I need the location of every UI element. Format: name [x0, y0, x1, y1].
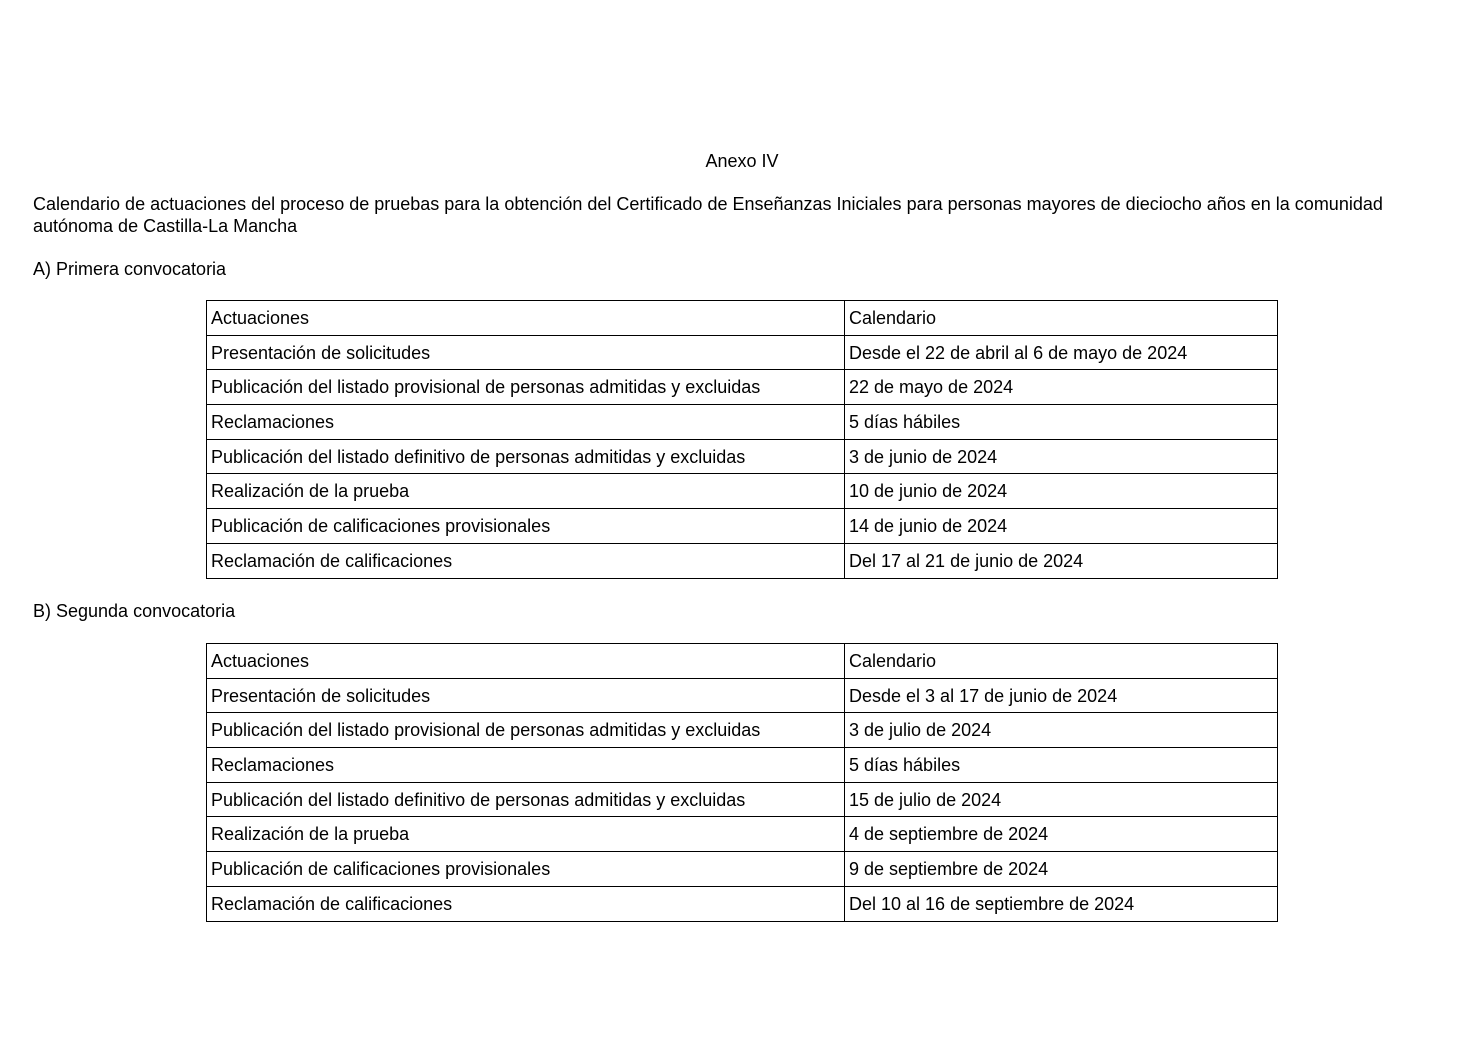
calendar-table-first-call: [206, 300, 1278, 579]
row-actuacion: Publicación del listado provisional de personas admitidas y excluidas: [207, 370, 845, 405]
row-actuacion: Publicación de calificaciones provisionales: [207, 852, 845, 887]
table-row: [207, 748, 1278, 783]
table-row: [207, 543, 1278, 578]
table-row: [207, 782, 1278, 817]
table-row: [207, 370, 1278, 405]
table-row: [207, 509, 1278, 544]
row-calendario: 5 días hábiles: [845, 405, 1278, 440]
row-calendario: 15 de julio de 2024: [845, 782, 1278, 817]
header-calendario: Calendario: [845, 301, 1278, 336]
row-actuacion: Reclamaciones: [207, 405, 845, 440]
section-a-label: A) Primera convocatoria: [33, 259, 227, 279]
row-actuacion: Reclamación de calificaciones: [207, 543, 845, 578]
row-actuacion: Realización de la prueba: [207, 474, 845, 509]
row-calendario: Del 17 al 21 de junio de 2024: [845, 543, 1278, 578]
header-actuaciones: Actuaciones: [207, 301, 845, 336]
row-actuacion: Publicación de calificaciones provisionales: [207, 509, 845, 544]
row-actuacion: Publicación del listado definitivo de personas admitidas y excluidas: [207, 439, 845, 474]
row-actuacion: Reclamaciones: [207, 748, 845, 783]
row-calendario: 4 de septiembre de 2024: [845, 817, 1278, 852]
table-row: [207, 439, 1278, 474]
header-actuaciones: Actuaciones: [207, 644, 845, 679]
intro-paragraph: Calendario de actuaciones del proceso de pruebas para la obtención del Certificado de Enseñanzas Iniciales para personas mayores de dieciocho años en la comunidad autónoma de Castilla-La Mancha: [33, 194, 1383, 236]
row-calendario: 5 días hábiles: [845, 748, 1278, 783]
table-row: [207, 474, 1278, 509]
row-calendario: 3 de julio de 2024: [845, 713, 1278, 748]
table-row: [207, 852, 1278, 887]
table-row: [207, 678, 1278, 713]
section-b-label: B) Segunda convocatoria: [33, 601, 236, 621]
table-row: [207, 886, 1278, 921]
calendar-table-second-call: [206, 643, 1278, 922]
row-calendario: Desde el 22 de abril al 6 de mayo de 2024: [845, 335, 1278, 370]
table-row: [207, 817, 1278, 852]
row-actuacion: Presentación de solicitudes: [207, 678, 845, 713]
row-calendario: 14 de junio de 2024: [845, 509, 1278, 544]
row-calendario: 9 de septiembre de 2024: [845, 852, 1278, 887]
header-calendario: Calendario: [845, 644, 1278, 679]
row-actuacion: Publicación del listado provisional de personas admitidas y excluidas: [207, 713, 845, 748]
document-title: Anexo IV: [705, 151, 779, 171]
table-row: [207, 713, 1278, 748]
row-calendario: Desde el 3 al 17 de junio de 2024: [845, 678, 1278, 713]
table-header-row: [207, 301, 1278, 336]
table-row: [207, 335, 1278, 370]
row-actuacion: Realización de la prueba: [207, 817, 845, 852]
row-actuacion: Reclamación de calificaciones: [207, 886, 845, 921]
row-calendario: 3 de junio de 2024: [845, 439, 1278, 474]
row-calendario: 10 de junio de 2024: [845, 474, 1278, 509]
row-calendario: Del 10 al 16 de septiembre de 2024: [845, 886, 1278, 921]
table-row: [207, 405, 1278, 440]
table-header-row: [207, 644, 1278, 679]
row-actuacion: Presentación de solicitudes: [207, 335, 845, 370]
row-actuacion: Publicación del listado definitivo de personas admitidas y excluidas: [207, 782, 845, 817]
row-calendario: 22 de mayo de 2024: [845, 370, 1278, 405]
